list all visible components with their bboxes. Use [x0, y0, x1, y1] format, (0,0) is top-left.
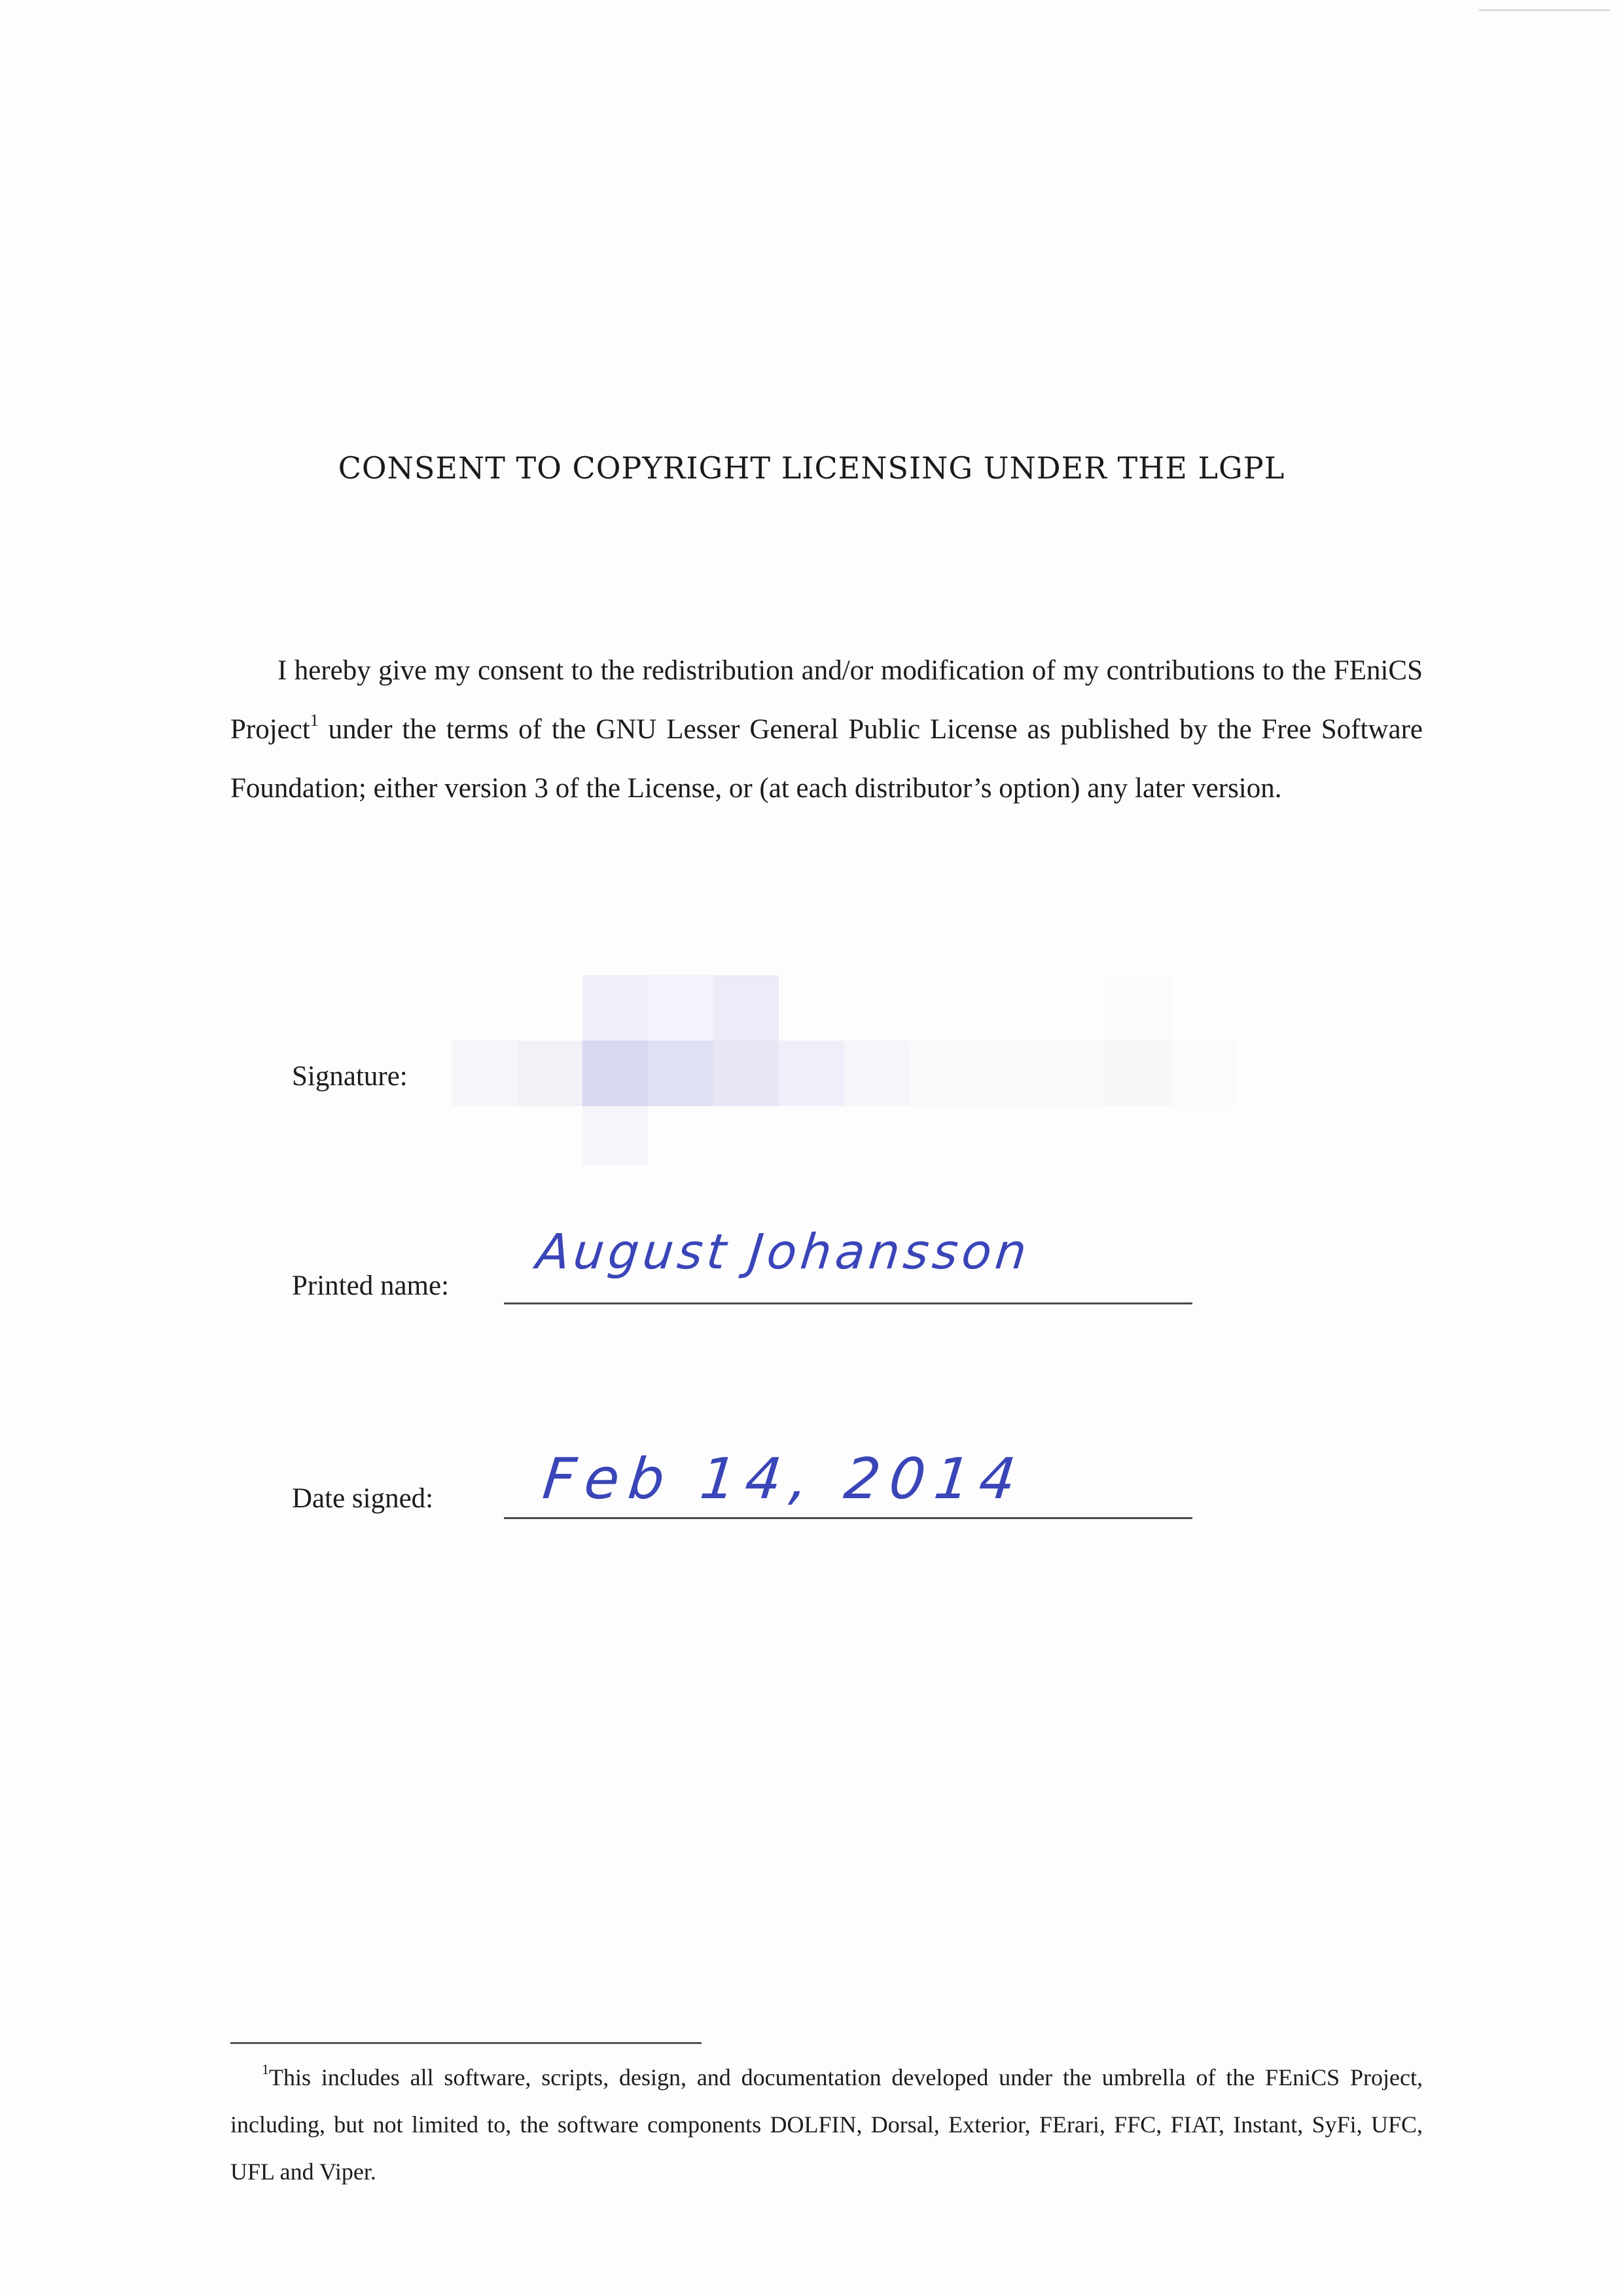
date-signed-underline: [504, 1517, 1192, 1519]
signature-redaction: [452, 975, 1237, 1165]
pixelated-signature-image: [452, 975, 1237, 1165]
signature-label: Signature:: [292, 1061, 408, 1092]
footnote: [230, 2049, 1423, 2195]
consent-paragraph: [230, 641, 1423, 818]
footnote-text: This includes all software, scripts, design, and documentation developed under the umbrella of the FEniCS Project, including, but not limited to, the software components DOLFIN, Dorsal, Exterior, FErari, FFC, FIAT, Instant, SyFi, UFC, UFL and Viper.: [230, 2064, 1423, 2185]
consent-text-part1: I hereby give my consent to the redistribution and/or modification of my contributions to the FEniCS Project: [230, 655, 1423, 745]
date-signed-label: Date signed:: [292, 1483, 434, 1514]
printed-name-label: Printed name:: [292, 1270, 450, 1301]
scan-artifact-line: [1479, 9, 1610, 11]
footnote-marker: 1: [310, 710, 319, 730]
footnote-number: 1: [262, 2061, 269, 2077]
footnote-separator: [230, 2042, 702, 2044]
consent-text-part2: under the terms of the GNU Lesser General Public License as published by the Free Software Foundation; either version 3 of the License, or (at each distributor’s option) any later version.: [230, 714, 1423, 804]
printed-name-handwriting: August Johansson: [533, 1224, 1033, 1280]
printed-name-underline: [504, 1302, 1192, 1304]
document-title: CONSENT TO COPYRIGHT LICENSING UNDER THE LGPL: [338, 450, 1285, 486]
date-signed-handwriting: Feb 14, 2014: [539, 1446, 1028, 1512]
